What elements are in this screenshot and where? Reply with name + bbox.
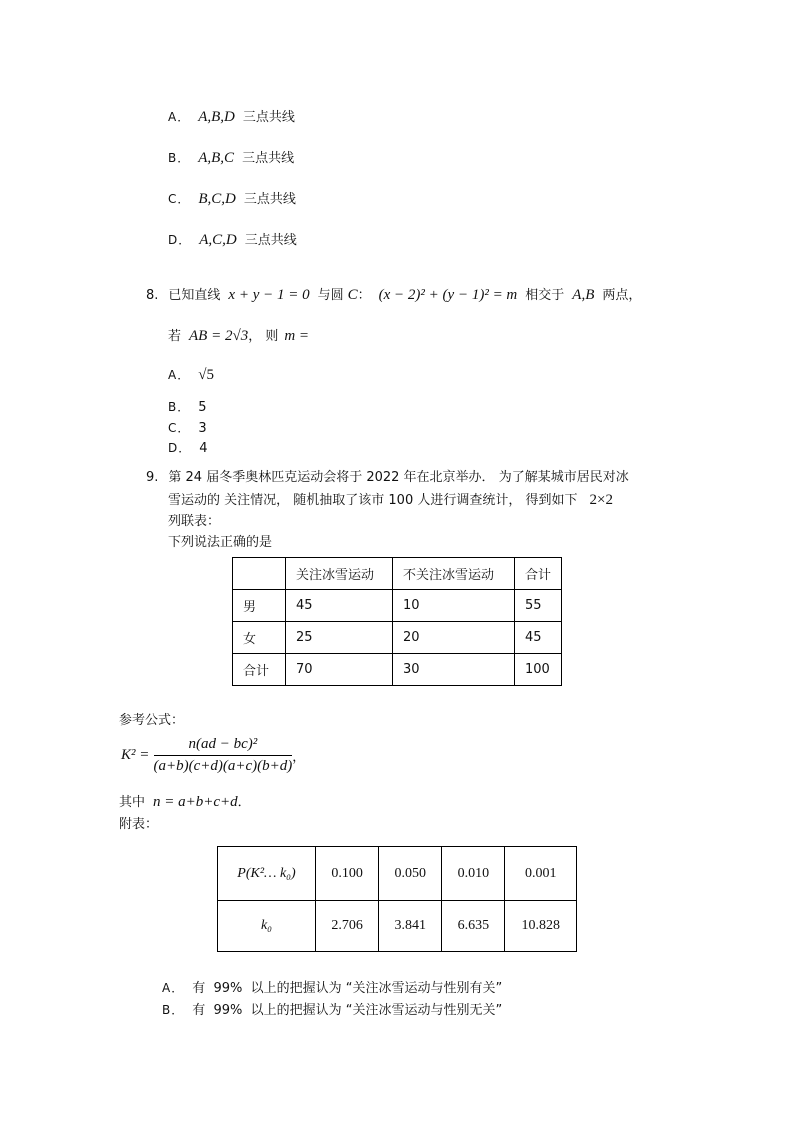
where-tail: ．	[237, 795, 251, 810]
critical-value-table	[217, 846, 577, 952]
option-label: D．	[168, 441, 192, 455]
table-cell: 6.635	[442, 901, 505, 952]
table-row-head: 女	[233, 622, 286, 654]
option-value: 3	[198, 421, 207, 436]
table-size: 2×2	[589, 492, 613, 508]
chord-condition: AB = 2√3	[189, 328, 249, 344]
q8-text: 相交于	[525, 288, 565, 303]
option-text: 三点共线	[242, 151, 295, 166]
table-cell: 2.706	[316, 901, 379, 952]
q9-text: 雪运动的 关注情况， 随机抽取了该市 100 人进行调查统计， 得到如下	[168, 493, 578, 508]
table-row-head: k₀	[218, 901, 316, 952]
option-text: 三点共线	[242, 110, 295, 125]
q8-text: 两点，	[602, 288, 642, 303]
q8-text: ：	[357, 288, 371, 303]
q8-text: 已知直线	[168, 288, 221, 303]
table-cell: 45	[515, 622, 562, 654]
table-row	[218, 847, 577, 901]
table-row	[233, 622, 562, 654]
q8-text: 与圆	[317, 288, 344, 303]
table-header-cell: 不关注冰雪运动	[393, 558, 515, 590]
q8-text: 若	[168, 329, 182, 344]
q7-option-c[interactable]	[168, 188, 296, 208]
option-label: B．	[162, 1003, 185, 1017]
question-number: 8.	[146, 288, 159, 303]
table-cell: 0.010	[442, 847, 505, 901]
intersection-points: A,B	[572, 287, 595, 303]
q9-option-b[interactable]	[162, 999, 502, 1018]
q8-option-a[interactable]	[168, 366, 214, 384]
formula-lhs: K² =	[121, 747, 150, 763]
q8-option-b[interactable]	[168, 398, 207, 415]
q7-option-a[interactable]	[168, 106, 295, 126]
circle-name: C	[347, 287, 358, 303]
table-row-head: P(K²… k₀)	[218, 847, 316, 901]
option-math: A,C,D	[199, 232, 237, 248]
table-cell: 0.100	[316, 847, 379, 901]
table-cell: 10.828	[505, 901, 577, 952]
line-equation: x + y − 1 = 0	[228, 287, 310, 303]
option-text: 有 99% 以上的把握认为 “关注冰雪运动与性别无关”	[192, 1003, 503, 1018]
appendix-title	[119, 813, 158, 832]
table-header-cell: 合计	[515, 558, 562, 590]
q9-stem-line2	[168, 489, 613, 509]
table-row	[233, 590, 562, 622]
formula-numerator: n(ad − bc)²	[154, 736, 293, 756]
table-cell: 45	[286, 590, 393, 622]
table-cell: 3.841	[379, 901, 442, 952]
where-equation: n = a+b+c+d	[153, 794, 238, 810]
q8-option-d[interactable]	[168, 439, 208, 456]
contingency-table	[232, 557, 562, 686]
option-label: B．	[168, 400, 191, 414]
table-cell: 25	[286, 622, 393, 654]
option-label: D．	[168, 233, 192, 247]
table-row	[218, 901, 577, 952]
option-value: √5	[198, 367, 214, 383]
chi-square-formula	[121, 736, 305, 775]
q8-ask: m =	[284, 328, 310, 344]
q7-option-b[interactable]	[168, 147, 294, 167]
table-row	[233, 558, 562, 590]
appendix-label: 附表：	[119, 817, 159, 832]
formula-tail: ，	[292, 750, 306, 765]
table-cell: 20	[393, 622, 515, 654]
option-label: A．	[168, 110, 191, 124]
formula-fraction	[154, 736, 293, 775]
q8-stem-line1	[146, 284, 641, 304]
q9-option-a[interactable]	[162, 977, 502, 996]
option-math: B,C,D	[198, 191, 236, 207]
table-cell: 0.050	[379, 847, 442, 901]
table-cell: 100	[515, 654, 562, 686]
table-cell: 30	[393, 654, 515, 686]
option-math: A,B,D	[198, 109, 235, 125]
ref-title: 参考公式：	[119, 713, 185, 728]
question-number: 9.	[146, 470, 159, 485]
table-cell	[233, 558, 286, 590]
option-value: 4	[199, 441, 208, 456]
option-value: 5	[198, 400, 207, 415]
q9-stem-line1	[146, 466, 629, 485]
table-row-head: 合计	[233, 654, 286, 686]
option-text: 三点共线	[244, 233, 297, 248]
where-prefix: 其中	[119, 795, 146, 810]
q9-stem-line3	[168, 510, 220, 529]
where-clause	[119, 791, 251, 811]
option-math: A,B,C	[198, 150, 235, 166]
option-text: 三点共线	[243, 192, 296, 207]
circle-equation: (x − 2)² + (y − 1)² = m	[378, 287, 518, 303]
q8-option-c[interactable]	[168, 419, 207, 436]
option-label: C．	[168, 421, 191, 435]
table-cell: 0.001	[505, 847, 577, 901]
option-label: C．	[168, 192, 191, 206]
q9-stem-line4	[168, 531, 272, 550]
table-cell: 70	[286, 654, 393, 686]
table-row-head: 男	[233, 590, 286, 622]
option-label: A．	[162, 981, 185, 995]
reference-formula-title	[119, 709, 184, 728]
option-text: 有 99% 以上的把握认为 “关注冰雪运动与性别有关”	[192, 981, 503, 996]
q9-text: 列联表：	[168, 514, 221, 529]
q9-text: 第 24 届冬季奥林匹克运动会将于 2022 年在北京举办． 为了解某城市居民对冰	[168, 470, 629, 485]
table-row	[233, 654, 562, 686]
option-label: B．	[168, 151, 191, 165]
formula-denominator: (a+b)(c+d)(a+c)(b+d)	[153, 758, 293, 774]
table-cell: 55	[515, 590, 562, 622]
q9-text: 下列说法正确的是	[168, 535, 273, 550]
q8-stem-line2	[168, 325, 309, 345]
q7-option-d[interactable]	[168, 229, 297, 249]
q8-text: ， 则	[248, 329, 279, 344]
table-cell: 10	[393, 590, 515, 622]
table-header-cell: 关注冰雪运动	[286, 558, 393, 590]
option-label: A．	[168, 368, 191, 382]
